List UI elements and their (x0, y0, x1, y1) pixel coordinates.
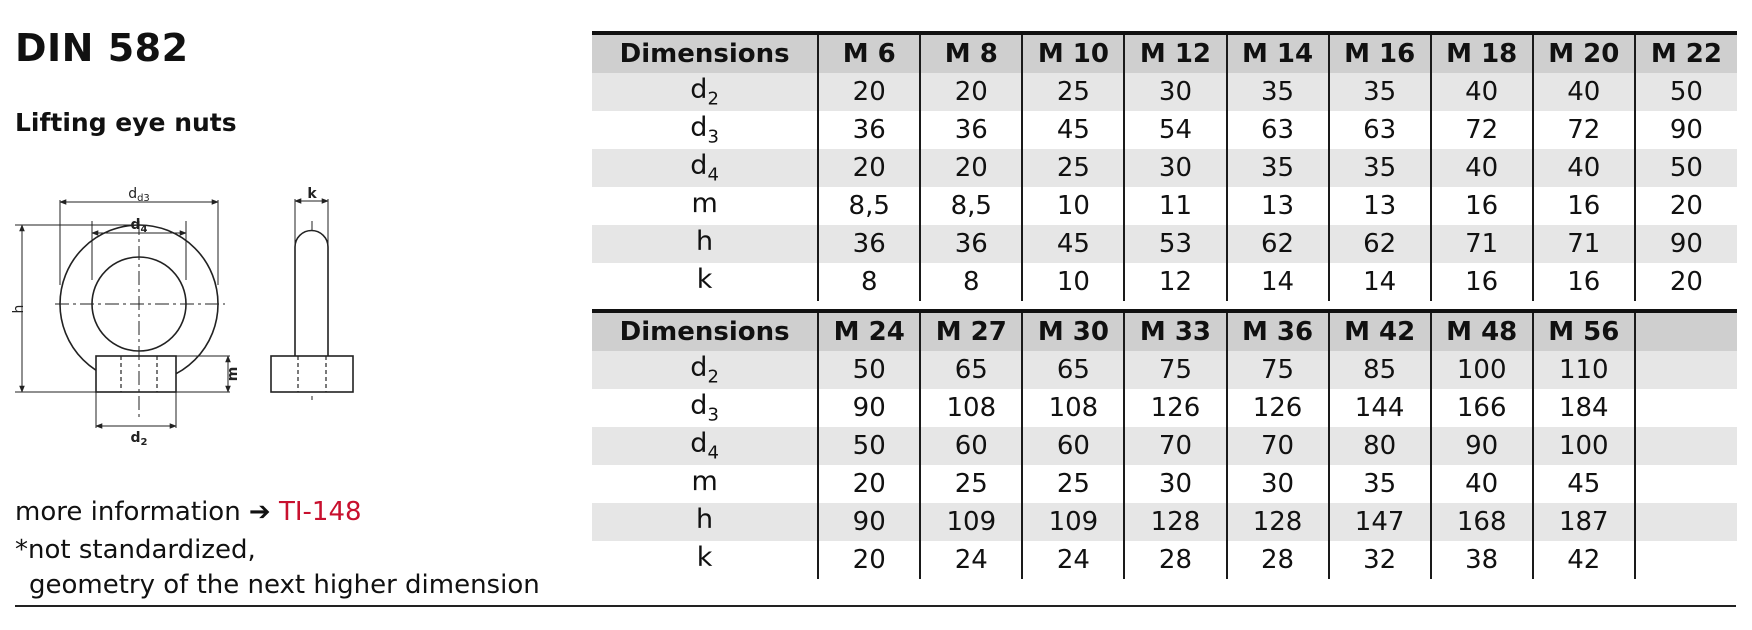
row-label (592, 263, 818, 301)
table-cell: 8,5 (920, 187, 1022, 225)
table-cell: 10 (1022, 187, 1124, 225)
table-cell: 100 (1431, 351, 1533, 389)
table-cell: 36 (818, 111, 920, 149)
table-cell: 40 (1431, 149, 1533, 187)
column-header-size: M 16 (1329, 33, 1431, 73)
table-row (592, 541, 1737, 579)
left-panel (11, 0, 585, 610)
more-information-text: more information ➔ (15, 497, 279, 527)
table-cell: 65 (920, 351, 1022, 389)
table-cell: 14 (1329, 263, 1431, 301)
table-cell: 126 (1227, 389, 1329, 427)
row-label-symbol: m (691, 466, 718, 498)
nut-base-outline (96, 356, 176, 392)
column-header-size: M 14 (1227, 33, 1329, 73)
side-view-base-outline (271, 356, 353, 392)
dimensions-table-m6-m22 (592, 31, 1737, 301)
table-cell: 30 (1227, 465, 1329, 503)
table-cell: 25 (1022, 149, 1124, 187)
table-cell: 36 (920, 225, 1022, 263)
column-header-size: M 10 (1022, 33, 1124, 73)
table-cell: 71 (1533, 225, 1635, 263)
table-cell: 70 (1227, 427, 1329, 465)
table-cell: 108 (1022, 389, 1124, 427)
row-label-symbol: k (696, 542, 713, 574)
table-cell: 90 (818, 503, 920, 541)
row-label-subscript: 3 (707, 126, 719, 148)
row-label (592, 111, 818, 149)
table-cell: 71 (1431, 225, 1533, 263)
table-cell: 28 (1124, 541, 1226, 579)
table-cell: 40 (1431, 73, 1533, 111)
table-cell: 40 (1533, 149, 1635, 187)
table-cell: 90 (1635, 225, 1737, 263)
table-cell: 75 (1124, 351, 1226, 389)
row-label (592, 465, 818, 503)
table-cell: 20 (818, 149, 920, 187)
label-m: m (225, 366, 241, 382)
row-label-symbol: k (696, 264, 713, 296)
row-label (592, 149, 818, 187)
table-cell: 90 (1431, 427, 1533, 465)
row-label (592, 73, 818, 111)
footnote-line-2: geometry of the next higher dimension (29, 570, 540, 600)
table-cell: 12 (1124, 263, 1226, 301)
table-row (592, 225, 1737, 263)
table-cell: 90 (818, 389, 920, 427)
table-cell: 36 (920, 111, 1022, 149)
table-cell: 42 (1533, 541, 1635, 579)
table-row (592, 187, 1737, 225)
table-cell: 50 (1635, 73, 1737, 111)
table-cell: 54 (1124, 111, 1226, 149)
table-cell: 16 (1431, 187, 1533, 225)
table-cell: 75 (1227, 351, 1329, 389)
footnote-line-1: *not standardized, (15, 535, 256, 565)
row-label-symbol: d (690, 112, 708, 144)
table-cell: 109 (920, 503, 1022, 541)
table-cell: 126 (1124, 389, 1226, 427)
row-label (592, 187, 818, 225)
row-label-symbol: d (690, 150, 708, 182)
table-cell: 25 (920, 465, 1022, 503)
column-header-size: M 6 (818, 33, 920, 73)
table-cell: 20 (818, 541, 920, 579)
table-cell: 85 (1329, 351, 1431, 389)
row-label-subscript: 4 (707, 442, 719, 464)
table-cell: 32 (1329, 541, 1431, 579)
table-cell (1635, 427, 1737, 465)
label-h: h (11, 304, 27, 314)
table-row (592, 427, 1737, 465)
table-cell (1635, 351, 1737, 389)
footnote (15, 533, 540, 603)
table-cell: 14 (1227, 263, 1329, 301)
table-cell: 38 (1431, 541, 1533, 579)
column-header-size: M 56 (1533, 311, 1635, 351)
page-title: DIN 582 (15, 26, 189, 70)
table-cell: 110 (1533, 351, 1635, 389)
table-cell: 35 (1227, 149, 1329, 187)
table-cell: 144 (1329, 389, 1431, 427)
table-cell (1635, 541, 1737, 579)
table-cell: 13 (1329, 187, 1431, 225)
row-label-symbol: d (690, 428, 708, 460)
column-header-size: M 30 (1022, 311, 1124, 351)
table-cell: 60 (1022, 427, 1124, 465)
table-cell: 40 (1431, 465, 1533, 503)
table-cell: 62 (1227, 225, 1329, 263)
row-label-subscript: 2 (707, 88, 719, 110)
label-d2: $d_2$ (130, 430, 148, 448)
table-cell: 45 (1022, 111, 1124, 149)
table-row (592, 389, 1737, 427)
table-cell: 11 (1124, 187, 1226, 225)
column-header-size: M 42 (1329, 311, 1431, 351)
table-header (592, 311, 1737, 351)
table-row (592, 73, 1737, 111)
row-label-symbol: m (691, 188, 718, 220)
column-header-dimensions: Dimensions (619, 317, 790, 347)
table-cell: 72 (1533, 111, 1635, 149)
table-header (592, 33, 1737, 73)
row-label-subscript: 4 (707, 164, 719, 186)
table-cell: 35 (1227, 73, 1329, 111)
table-cell: 80 (1329, 427, 1431, 465)
table-cell: 8 (818, 263, 920, 301)
table-cell: 35 (1329, 465, 1431, 503)
table-cell: 25 (1022, 465, 1124, 503)
row-label-symbol: d (690, 390, 708, 422)
table-cell: 63 (1227, 111, 1329, 149)
table-cell: 28 (1227, 541, 1329, 579)
table-cell: 20 (920, 73, 1022, 111)
row-label-symbol: h (696, 504, 714, 536)
row-label-symbol: h (696, 226, 714, 258)
table-cell: 90 (1635, 111, 1737, 149)
table-cell: 40 (1533, 73, 1635, 111)
table-cell: 187 (1533, 503, 1635, 541)
label-k: k (307, 186, 317, 202)
table-row (592, 503, 1737, 541)
table-cell: 50 (818, 427, 920, 465)
ti-148-link[interactable]: TI-148 (279, 497, 362, 527)
table-cell: 8 (920, 263, 1022, 301)
row-label (592, 503, 818, 541)
bottom-divider (15, 605, 1736, 607)
table-cell: 72 (1431, 111, 1533, 149)
table-cell: 63 (1329, 111, 1431, 149)
column-header-size: M 22 (1635, 33, 1737, 73)
table-cell: 10 (1022, 263, 1124, 301)
table-cell: 16 (1431, 263, 1533, 301)
table-cell: 184 (1533, 389, 1635, 427)
row-label-subscript: 2 (707, 366, 719, 388)
table-cell: 128 (1124, 503, 1226, 541)
table-cell: 13 (1227, 187, 1329, 225)
table-row (592, 111, 1737, 149)
table-cell (1635, 465, 1737, 503)
table-cell (1635, 503, 1737, 541)
table-cell: 8,5 (818, 187, 920, 225)
table-cell: 16 (1533, 263, 1635, 301)
table-cell (1635, 389, 1737, 427)
table-cell: 108 (920, 389, 1022, 427)
table-cell: 53 (1124, 225, 1226, 263)
table-cell: 45 (1022, 225, 1124, 263)
table-cell: 45 (1533, 465, 1635, 503)
table-cell: 30 (1124, 73, 1226, 111)
table-cell: 20 (1635, 187, 1737, 225)
column-header-dimensions: Dimensions (619, 39, 790, 69)
table-cell: 35 (1329, 73, 1431, 111)
row-label-symbol: d (690, 352, 708, 384)
table-cell: 20 (818, 73, 920, 111)
row-label (592, 225, 818, 263)
table-cell: 25 (1022, 73, 1124, 111)
label-d4: $d_4$ (130, 217, 148, 235)
table-cell: 16 (1533, 187, 1635, 225)
side-view-shank-outline (295, 231, 328, 357)
row-label (592, 351, 818, 389)
table-cell: 168 (1431, 503, 1533, 541)
table-row (592, 263, 1737, 301)
table-cell: 65 (1022, 351, 1124, 389)
column-header-size: M 36 (1227, 311, 1329, 351)
more-information-line (15, 497, 362, 527)
row-label-subscript: 3 (707, 404, 719, 426)
table-row (592, 465, 1737, 503)
row-label (592, 427, 818, 465)
table-cell: 62 (1329, 225, 1431, 263)
column-header-size: M 33 (1124, 311, 1226, 351)
table-row (592, 351, 1737, 389)
table-cell: 70 (1124, 427, 1226, 465)
table-cell: 24 (1022, 541, 1124, 579)
column-header-size: M 24 (818, 311, 920, 351)
table-cell: 35 (1329, 149, 1431, 187)
table-cell: 50 (818, 351, 920, 389)
column-header-size: M 27 (920, 311, 1022, 351)
table-row (592, 149, 1737, 187)
row-label-symbol: d (690, 74, 708, 106)
table-cell: 128 (1227, 503, 1329, 541)
dimensions-table-m24-m56 (592, 309, 1737, 579)
eye-nut-technical-drawing (11, 185, 375, 470)
table-cell: 147 (1329, 503, 1431, 541)
label-d3: $d_{d3}$ (128, 186, 150, 204)
table-cell: 36 (818, 225, 920, 263)
table-cell: 30 (1124, 465, 1226, 503)
column-header-size: M 18 (1431, 33, 1533, 73)
table-cell: 166 (1431, 389, 1533, 427)
table-cell: 20 (1635, 263, 1737, 301)
table-cell: 50 (1635, 149, 1737, 187)
table-cell: 24 (920, 541, 1022, 579)
table-cell: 109 (1022, 503, 1124, 541)
page-subtitle: Lifting eye nuts (15, 108, 237, 137)
column-header-size: M 12 (1124, 33, 1226, 73)
column-header-size: M 8 (920, 33, 1022, 73)
row-label (592, 541, 818, 579)
column-header-size: M 48 (1431, 311, 1533, 351)
table-cell: 20 (920, 149, 1022, 187)
column-header-size: M 20 (1533, 33, 1635, 73)
column-header-size (1635, 311, 1737, 351)
row-label (592, 389, 818, 427)
table-cell: 20 (818, 465, 920, 503)
table-cell: 100 (1533, 427, 1635, 465)
table-cell: 30 (1124, 149, 1226, 187)
table-cell: 60 (920, 427, 1022, 465)
